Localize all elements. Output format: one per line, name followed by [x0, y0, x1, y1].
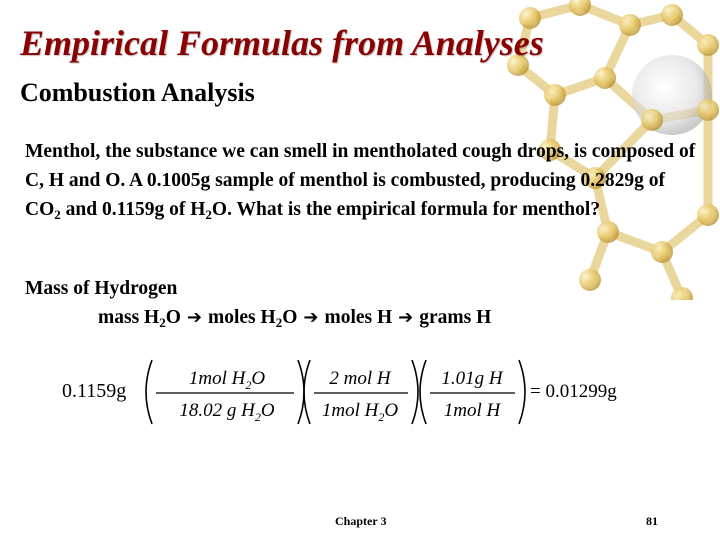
factor3-denominator: 1mol H — [443, 400, 501, 421]
hydrogen-mass-equation — [60, 352, 660, 432]
problem-statement — [25, 137, 705, 224]
step-mass-h2o: mass $H_2O$ — [98, 307, 181, 330]
problem-text-1: Menthol, the substance we can smell in mentholated cough drops, is composed of C, H and O. A 0.1005g sample of menthol is combusted, producing 0.2829g of CO — [25, 141, 696, 220]
co2-subscript: 2 — [54, 207, 61, 222]
right-arrow-icon: ➔ — [186, 307, 202, 328]
step-moles-h2o: moles $H_2O$ — [207, 307, 298, 330]
factor2-numerator: 2 mol H — [329, 368, 391, 389]
conversion-steps — [98, 307, 491, 329]
factor2-denominator: 1mol $H_2O$ — [321, 400, 399, 424]
step-moles-h: moles H — [324, 307, 393, 328]
problem-text-2: and 0.1159g of H — [60, 199, 206, 220]
right-arrow-icon: ➔ — [398, 307, 414, 328]
right-arrow-icon: ➔ — [303, 307, 319, 328]
step-grams-h: grams H — [419, 307, 492, 328]
h2o-subscript: 2 — [205, 207, 212, 222]
equation-result: = 0.01299g — [530, 381, 617, 402]
slide-subtitle: Combustion Analysis — [20, 78, 255, 107]
problem-text-3: O. What is the empirical formula for menthol? — [211, 199, 601, 220]
factor1-denominator: 18.02 g $H_2O$ — [179, 400, 275, 424]
equation-start: 0.1159g — [62, 380, 127, 402]
factor1-numerator: 1mol $H_2O$ — [188, 368, 266, 392]
section-heading: Mass of Hydrogen — [25, 278, 178, 299]
factor3-numerator: 1.01g H — [441, 368, 503, 389]
page-number: 81 — [646, 514, 658, 528]
footer-chapter: Chapter 3 — [335, 514, 387, 528]
slide-title: Empirical Formulas from Analyses — [20, 23, 544, 63]
